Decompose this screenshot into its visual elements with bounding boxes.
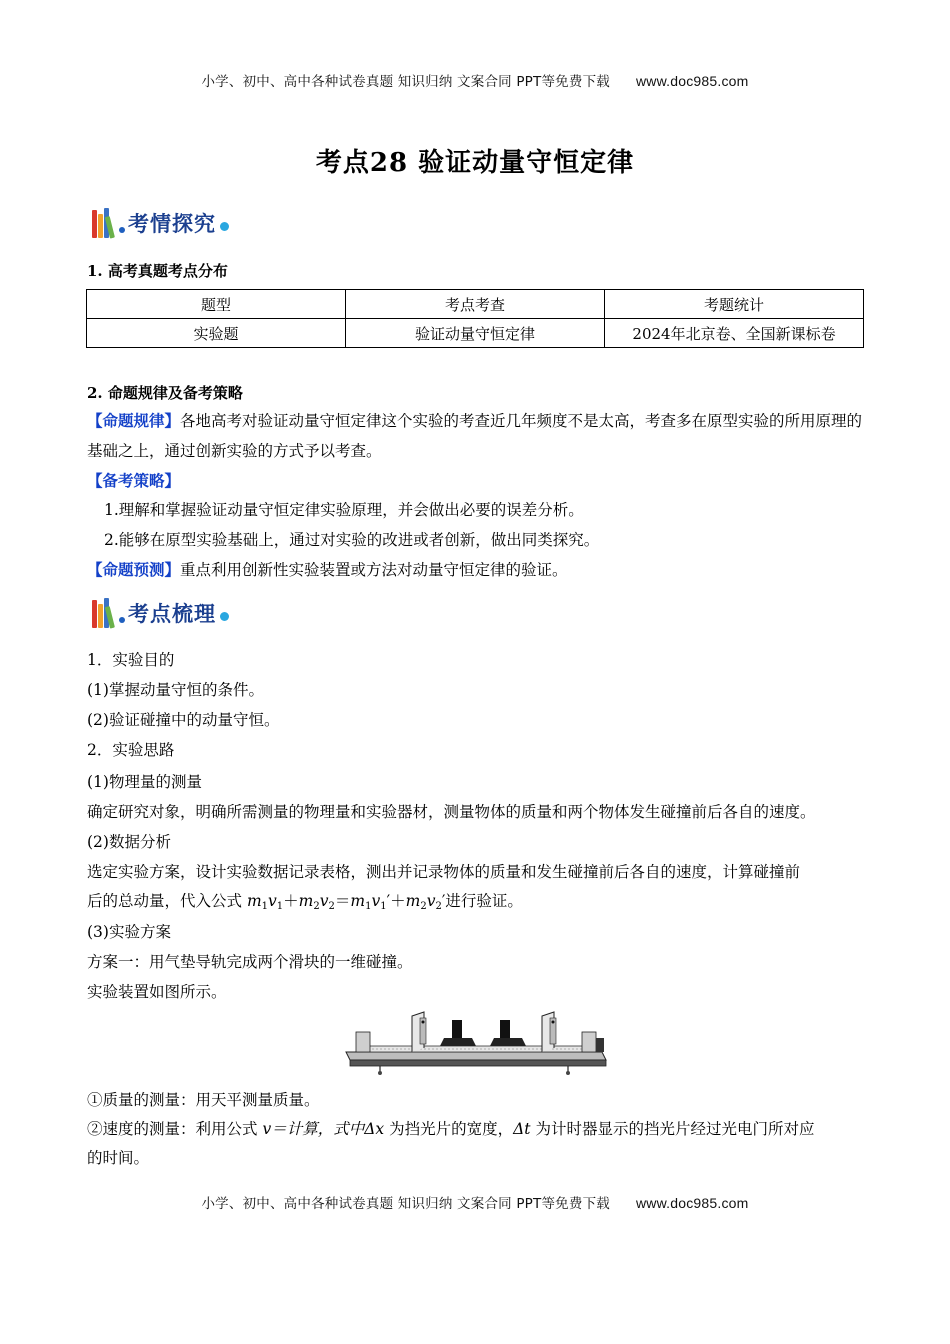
body-line: 方案一：用气垫导轨完成两个滑块的一维碰撞。 xyxy=(87,953,413,971)
formula-line xyxy=(87,889,523,912)
body-line: 2．实验思路 xyxy=(87,741,175,759)
delta-t-symbol: Δt xyxy=(513,1120,531,1138)
section-heading-rules: 2. 命题规律及备考策略 xyxy=(87,384,243,402)
strategy-item: 1.理解和掌握验证动量守恒定律实验原理，并会做出必要的误差分析。 xyxy=(104,501,584,519)
footer-site[interactable]: www.doc985.com xyxy=(635,1195,749,1211)
formula-lead: 后的总动量，代入公式 xyxy=(87,892,247,910)
air-track-apparatus-figure xyxy=(340,1008,610,1076)
table-row xyxy=(87,319,864,348)
body-line: (2)数据分析 xyxy=(87,833,171,851)
velocity-text: 为挡光片的宽度， xyxy=(384,1120,514,1138)
table-header-cell: 考点考查 xyxy=(346,290,605,319)
forecast-paragraph xyxy=(87,558,568,580)
body-line: 的时间。 xyxy=(87,1149,150,1167)
dot-icon xyxy=(220,612,229,621)
table-header-cell: 考题统计 xyxy=(605,290,864,319)
table-cell: 实验题 xyxy=(87,319,346,348)
dot-icon xyxy=(119,617,125,623)
footer-text: 小学、初中、高中各种试卷真题 知识归纳 文案合同 PPT等免费下载 xyxy=(201,1196,610,1212)
body-line: ①质量的测量：用天平测量质量。 xyxy=(87,1091,320,1109)
body-line: (1)掌握动量守恒的条件。 xyxy=(87,681,264,699)
body-line: 确定研究对象，明确所需测量的物理量和实验器材，测量物体的质量和两个物体发生碰撞前后各自的速度。 xyxy=(87,803,816,821)
table-header-cell: 题型 xyxy=(87,290,346,319)
dot-icon xyxy=(119,227,125,233)
rule-tag: 【命题规律】 xyxy=(87,411,181,430)
page-title: 考点28 验证动量守恒定律 xyxy=(315,148,635,178)
strategy-tag xyxy=(87,469,180,491)
body-line: 1．实验目的 xyxy=(87,651,175,669)
body-line: (2)验证碰撞中的动量守恒。 xyxy=(87,711,280,729)
dot-icon xyxy=(220,222,229,231)
header-site[interactable]: www.doc985.com xyxy=(635,73,749,89)
rule-text: 各地高考对验证动量守恒定律这个实验的考查近几年频度不是太高，考查多在原型实验的所用原理的基础之上，通过创新实验的方式予以考查。 xyxy=(87,412,863,460)
books-icon xyxy=(92,208,116,238)
velocity-line xyxy=(87,1117,814,1139)
forecast-tag: 【命题预测】 xyxy=(87,560,181,579)
body-line: 选定实验方案，设计实验数据记录表格，测出并记录物体的质量和发生碰撞前后各自的速度，计算碰撞前 xyxy=(87,863,801,881)
banner-knowledge-review xyxy=(92,596,229,630)
formula-tail: 进行验证。 xyxy=(445,892,523,910)
section-heading-distribution: 1. 高考真题考点分布 xyxy=(87,262,228,280)
rule-paragraph xyxy=(87,406,867,466)
strategy-tag-label: 【备考策略】 xyxy=(87,471,181,490)
banner-title: 考点梳理 xyxy=(128,602,216,626)
velocity-lead: ②速度的测量：利用公式 xyxy=(87,1120,263,1138)
page-header xyxy=(0,70,950,90)
header-text: 小学、初中、高中各种试卷真题 知识归纳 文案合同 PPT等免费下载 xyxy=(201,74,610,90)
banner-title: 考情探究 xyxy=(128,212,216,236)
body-line: (3)实验方案 xyxy=(87,923,171,941)
table-cell: 验证动量守恒定律 xyxy=(346,319,605,348)
velocity-text-cont: 为计时器显示的挡光片经过光电门所对应 xyxy=(530,1120,815,1138)
books-icon xyxy=(92,598,116,628)
forecast-text: 重点利用创新性实验装置或方法对动量守恒定律的验证。 xyxy=(180,561,568,579)
body-line: (1)物理量的测量 xyxy=(87,773,202,791)
body-line: 实验装置如图所示。 xyxy=(87,983,227,1001)
banner-exam-analysis xyxy=(92,206,229,240)
exam-distribution-table xyxy=(86,289,864,348)
momentum-formula: $m_1v_1+m_2v_2=m_1v_1'+m_2v_2'$ xyxy=(246,892,446,912)
velocity-formula: v＝计算，式中Δx xyxy=(262,1120,385,1138)
table-cell: 2024年北京卷、全国新课标卷 xyxy=(605,319,864,348)
table-header-row xyxy=(87,290,864,319)
page-footer xyxy=(0,1192,950,1212)
strategy-item: 2.能够在原型实验基础上，通过对实验的改进或者创新，做出同类探究。 xyxy=(104,531,600,549)
